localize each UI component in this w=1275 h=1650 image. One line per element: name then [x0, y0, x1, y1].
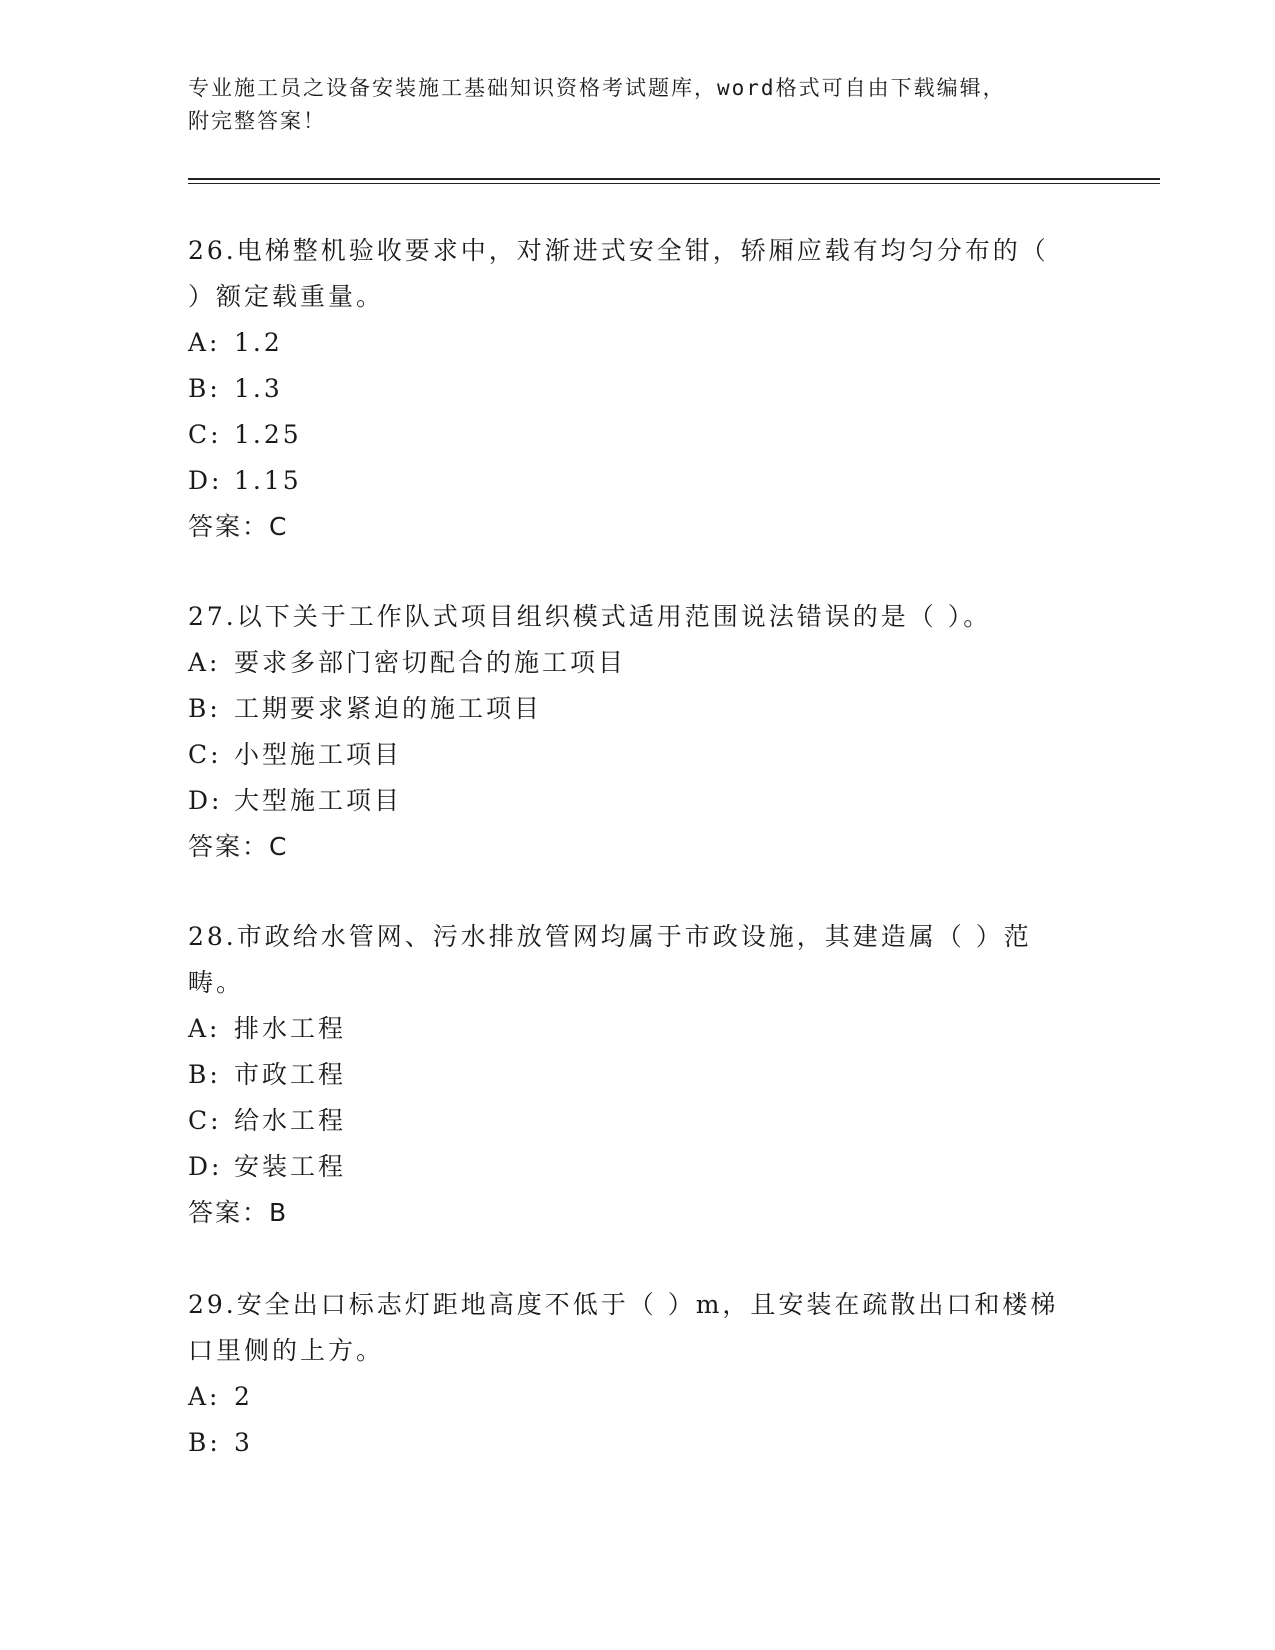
option-text: 1.2 — [234, 328, 283, 357]
option-d — [188, 1144, 1088, 1190]
option-b — [188, 686, 1088, 732]
header-line-2: 附完整答案！ — [188, 109, 326, 133]
option-key: B: — [188, 1428, 221, 1457]
answer: 答案：C — [188, 832, 289, 861]
option-a — [188, 1006, 1088, 1052]
answer: 答案：B — [188, 1198, 289, 1227]
option-key: B: — [188, 694, 221, 723]
question-26 — [188, 228, 1088, 550]
option-c — [188, 1098, 1088, 1144]
option-key: D: — [188, 466, 223, 495]
option-a — [188, 640, 1088, 686]
question-29 — [188, 1282, 1088, 1466]
option-key: A: — [188, 648, 221, 677]
option-d — [188, 458, 1088, 504]
option-text: 大型施工项目 — [234, 786, 403, 815]
option-text: 1.3 — [234, 374, 283, 403]
option-a — [188, 320, 1088, 366]
option-key: B: — [188, 374, 221, 403]
option-d — [188, 778, 1088, 824]
question-28 — [188, 914, 1088, 1236]
option-key: C: — [188, 1106, 222, 1135]
option-text: 要求多部门密切配合的施工项目 — [234, 648, 627, 677]
option-text: 2 — [234, 1382, 253, 1411]
option-text: 1.15 — [234, 466, 302, 495]
header-divider-thin — [188, 183, 1160, 184]
option-c — [188, 732, 1088, 778]
question-stem-line: 29.安全出口标志灯距地高度不低于（ ）m，且安装在疏散出口和楼梯 — [188, 1290, 1059, 1319]
option-key: D: — [188, 786, 223, 815]
option-b — [188, 366, 1088, 412]
option-b — [188, 1420, 1088, 1466]
document-header — [188, 72, 1088, 138]
answer: 答案：C — [188, 512, 289, 541]
option-text: 给水工程 — [234, 1106, 347, 1135]
option-text: 工期要求紧迫的施工项目 — [234, 694, 543, 723]
option-text: 1.25 — [234, 420, 302, 449]
header-line-1: 专业施工员之设备安装施工基础知识资格考试题库，word格式可自由下载编辑， — [188, 76, 1006, 100]
option-text: 安装工程 — [234, 1152, 347, 1181]
question-stem-line: 26.电梯整机验收要求中，对渐进式安全钳，轿厢应载有均匀分布的（ — [188, 236, 1049, 265]
option-key: D: — [188, 1152, 223, 1181]
option-a — [188, 1374, 1088, 1420]
question-stem-line: 口里侧的上方。 — [188, 1336, 385, 1365]
option-text: 3 — [234, 1428, 253, 1457]
question-27 — [188, 594, 1088, 870]
option-c — [188, 412, 1088, 458]
option-key: A: — [188, 1014, 221, 1043]
option-key: C: — [188, 420, 222, 449]
header-divider — [188, 178, 1160, 180]
question-stem-line: ）额定载重量。 — [188, 282, 385, 311]
question-stem-line: 畴。 — [188, 968, 245, 997]
option-text: 市政工程 — [234, 1060, 347, 1089]
option-text: 小型施工项目 — [234, 740, 403, 769]
option-key: A: — [188, 1382, 221, 1411]
question-stem-line: 28.市政给水管网、污水排放管网均属于市政设施，其建造属（ ）范 — [188, 922, 1032, 951]
option-text: 排水工程 — [234, 1014, 347, 1043]
option-key: B: — [188, 1060, 221, 1089]
question-stem-line: 27.以下关于工作队式项目组织模式适用范围说法错误的是（ ）。 — [188, 602, 992, 631]
option-key: C: — [188, 740, 222, 769]
option-key: A: — [188, 328, 221, 357]
option-b — [188, 1052, 1088, 1098]
